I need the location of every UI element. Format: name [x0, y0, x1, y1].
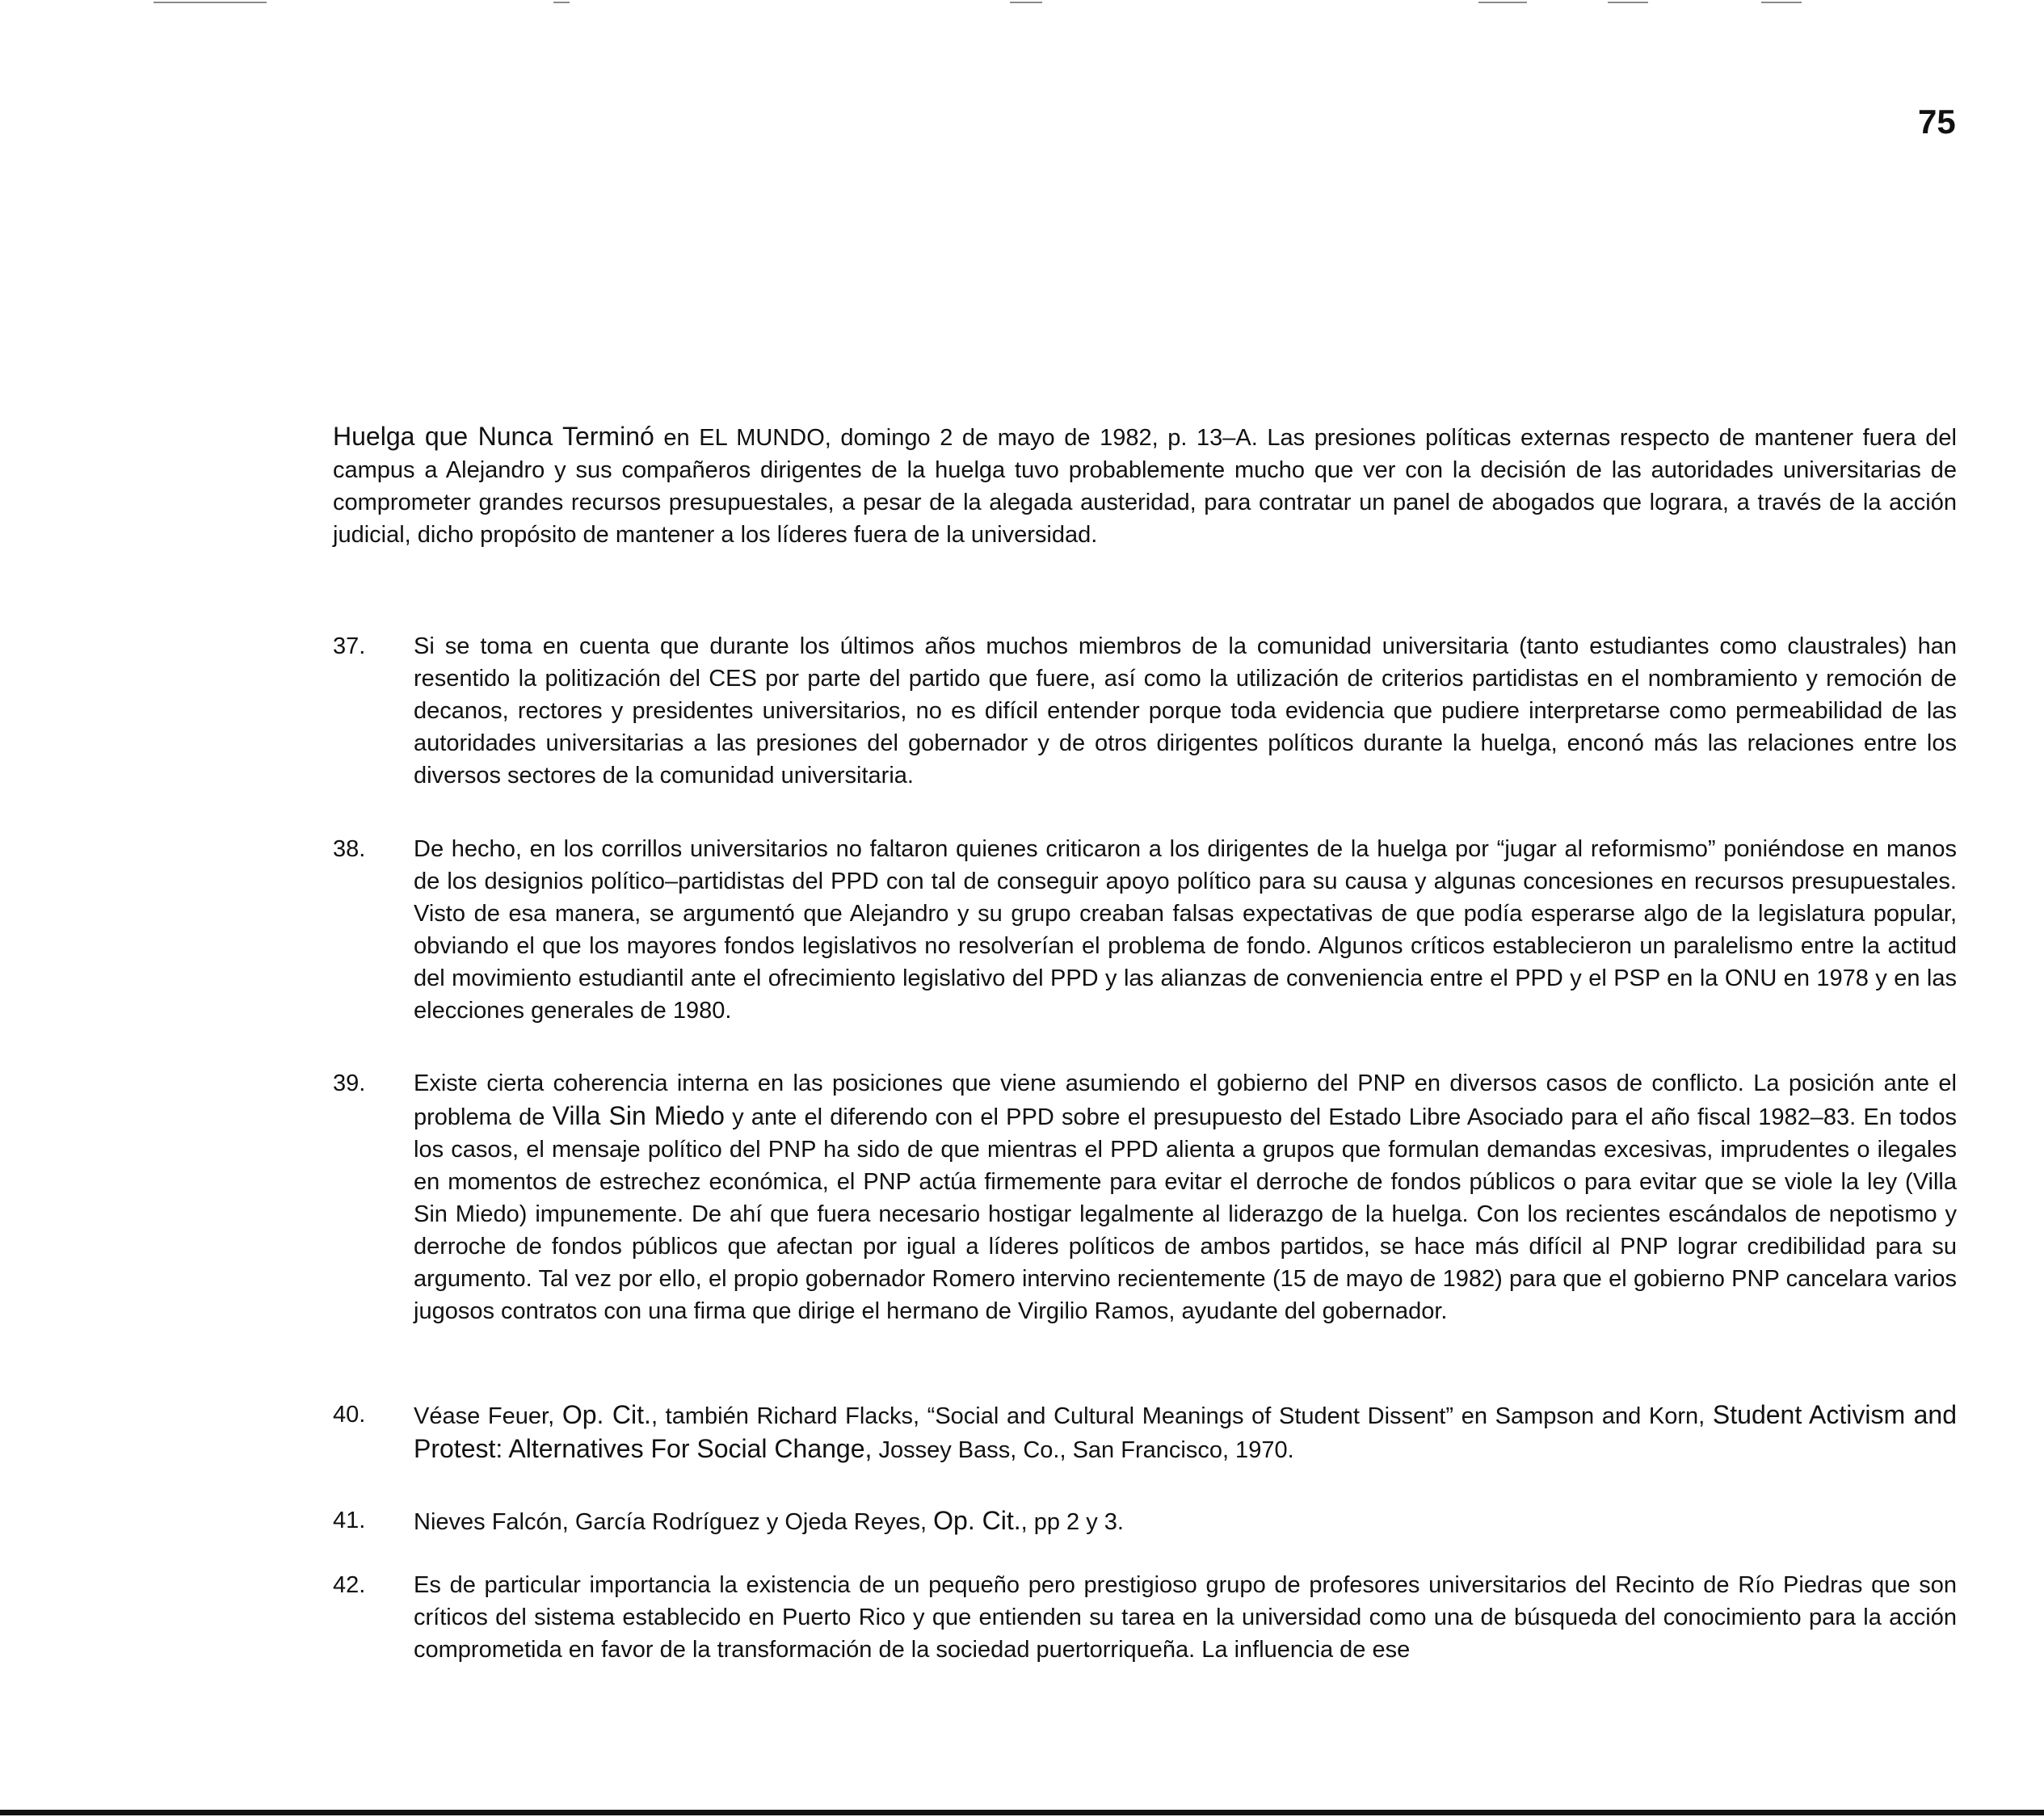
footnote-number: 42.	[333, 1572, 366, 1598]
footnote-text-part: Existe cierta coherencia interna en las posiciones que viene asumiendo el gobierno del PNP en diversos casos de conflicto. La posición ante el problema de	[414, 1070, 1957, 1130]
footnote-number: 39.	[333, 1070, 366, 1096]
place-name: Villa Sin Miedo	[552, 1101, 725, 1130]
footnote-text-part: , pp 2 y 3.	[1020, 1509, 1124, 1535]
page-number: 75	[1918, 103, 1956, 141]
footnote-39	[333, 1067, 1957, 1327]
footnote-text-part: , también Richard Flacks, “Social and Cultural Meanings of Student Dissent” en Sampson and Korn,	[650, 1403, 1713, 1429]
footnote-text-part: Jossey Bass, Co., San Francisco, 1970.	[872, 1437, 1294, 1463]
footnote-text: Es de particular importancia la existencia de un pequeño pero prestigioso grupo de profesores universitarios del Recinto de Río Piedras que son críticos del sistema establecido en Puerto Rico y que entienden su tarea en la universidad como una de búsqueda del conocimiento para la acción comprometida en favor de la transformación de la sociedad puertorriqueña. La influencia de ese	[414, 1572, 1957, 1663]
continued-footnote	[333, 420, 1957, 551]
footnote-text: De hecho, en los corrillos universitarios no faltaron quienes criticaron a los dirigentes de la huelga por “jugar al reformismo” poniéndose en manos de los designios político–partidistas del PPD con tal de conseguir apoyo político para su causa y algunas concesiones en recursos presupuestales. Visto de esa manera, se argumentó que Alejandro y su grupo creaban falsas expectativas de que podía esperarse algo de la legislatura popular, obviando el que los mayores fondos legislativos no resolverían el problema de fondo. Algunos críticos establecieron un paralelismo entre la actitud del movimiento estudiantil ante el ofrecimiento legislativo del PPD y las alianzas de conveniencia entre el PPD y el PSP en la ONU en 1978 y en las elecciones generales de 1980.	[414, 836, 1957, 1024]
footnote-40	[333, 1399, 1957, 1466]
book-title: Student Activism and Protest: Alternatives For Social Change,	[414, 1400, 1958, 1463]
continued-footnote-text: en EL MUNDO, domingo 2 de mayo de 1982, p. 13–A. Las presiones políticas externas respecto de mantener fuera del campus a Alejandro y sus compañeros dirigentes de la huelga tuvo probablemente mucho que ver con la decisión de las autoridades universitarias de comprometer grandes recursos presupuestales, a pesar de la alegada austeridad, para contratar un panel de abogados que lograra, a través de la acción judicial, dicho propósito de mantener a los líderes fuera de la universidad.	[333, 425, 1957, 548]
footnote-number: 41.	[333, 1508, 366, 1533]
footnote-text	[414, 1067, 1957, 1327]
footnote-number: 38.	[333, 836, 366, 862]
scan-top-edge-marks	[0, 0, 2044, 6]
op-cit-reference: Op. Cit.	[561, 1400, 651, 1429]
footnote-number: 37.	[333, 633, 366, 659]
footnote-41	[333, 1504, 1957, 1538]
footnote-text-part: Véase Feuer,	[414, 1403, 562, 1429]
page-bottom-rule	[0, 1810, 2044, 1815]
footnote-number: 40.	[333, 1402, 366, 1428]
footnote-38	[333, 833, 1957, 1027]
footnote-text	[414, 1504, 1957, 1538]
footnote-text-part: Nieves Falcón, García Rodríguez y Ojeda Reyes,	[414, 1509, 934, 1535]
op-cit-reference: Op. Cit.	[933, 1506, 1021, 1535]
footnote-text-part: y ante el diferendo con el PPD sobre el presupuesto del Estado Libre Asociado para el año fiscal 1982–83. En todos los casos, el mensaje político del PNP ha sido de que mientras el PPD alienta a grupos que formulan demandas excesivas, imprudentes o ilegales en momentos de estrechez económica, el PNP actúa firmemente para evitar el derroche de fondos públicos o para evitar que se viole la ley (Villa Sin Miedo) impunemente. De ahí que fuera necesario hostigar legalmente al liderazgo de la huelga. Con los recientes escándalos de nepotismo y derroche de fondos públicos que afectan por igual a líderes políticos de ambos partidos, se hace más difícil al PNP lograr credibilidad para su argumento. Tal vez por ello, el propio gobernador Romero intervino recientemente (15 de mayo de 1982) para que el gobierno PNP cancelara varios jugosos contratos con una firma que dirige el hermano de Virgilio Ramos, ayudante del gobernador.	[414, 1104, 1957, 1324]
footnote-text	[414, 1399, 1957, 1466]
footnote-text: Si se toma en cuenta que durante los últimos años muchos miembros de la comunidad universitaria (tanto estudiantes como claustrales) han resentido la politización del CES por parte del partido que fuere, así como la utilización de criterios partidistas en el nombramiento y remoción de decanos, rectores y presidentes universitarios, no es difícil entender porque toda evidencia que pudiere interpretarse como permeabilidad de las autoridades universitarias a las presiones del gobernador y de otros dirigentes políticos durante la huelga, enconó más las relaciones entre los diversos sectores de la comunidad universitaria.	[414, 633, 1957, 789]
newspaper-headline: Huelga que Nunca Terminó	[333, 422, 654, 451]
footnote-42	[333, 1569, 1957, 1666]
footnote-37	[333, 630, 1957, 792]
